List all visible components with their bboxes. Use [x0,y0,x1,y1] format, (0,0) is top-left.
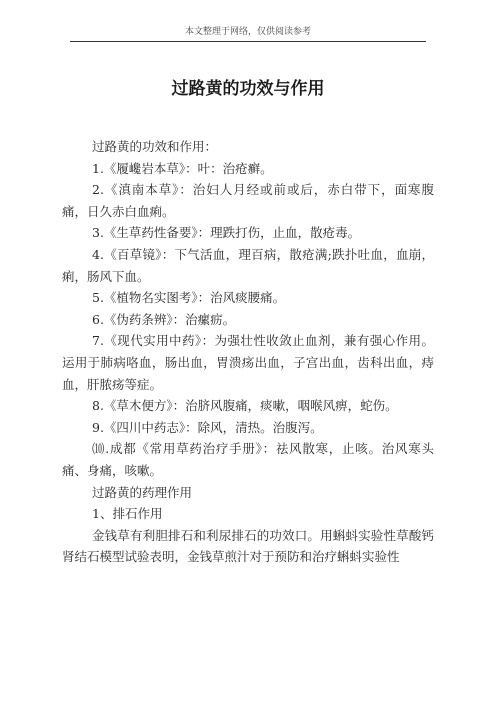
page-header [70,22,426,42]
paragraph-item-4: 4.《百草镜》：下气活血，理百病，散疮满;跌扑吐血，血崩，痢，肠风下血。 [62,246,434,284]
paragraph-item-9: 9.《四川中药志》：除风，清热。治腹泻。 [92,419,323,435]
paragraph-item-7: 7.《现代实用中药》：为强壮性收敛止血剂，兼有强心作用。运用于肺病咯血，肠出血，胃溃疡出血，子宫出血，齿科出血，痔血，肝脓疡等症。 [62,333,434,392]
paragraph-item-2: 2.《滇南本草》：治妇人月经或前或后，赤白带下，面寒腹痛，日久赤白血痢。 [62,182,434,219]
paragraph-item-1: 1.《履巉岩本草》：叶：治疮癣。 [92,160,273,176]
paragraph-stone-removal: 金钱草有利胆排石和利尿排石的功效口。用蝌蚪实验性草酸钙肾结石模型试验表明，金钱草煎汁对于预防和治疗蝌蚪实验性 [62,527,434,565]
paragraph-intro: 过路黄的功效和作用： [92,139,218,154]
paragraph-item-10: ⑽.成都《常用草药治疗手册》：祛风散寒，止咳。治风寒头痛、身痛，咳嗽。 [62,441,434,478]
paragraph-item-3: 3.《生草药性备要》：理跌打伤，止血，散疮毒。 [92,225,361,241]
section-heading-pharmacology: 过路黄的药理作用 [92,484,193,500]
document-title: 过路黄的功效与作用 [171,79,325,99]
subsection-heading-stone-removal: 1、排石作用 [92,506,163,522]
paragraph-item-5: 5.《植物名实图考》：治风痰腰痛。 [92,290,286,306]
paragraph-item-8: 8.《草木便方》：治脐风腹痛，痰嗽，咽喉风痹，蛇伤。 [92,398,398,414]
document-body [62,136,434,568]
header-notice: 本文整理于网络，仅供阅读参考 [184,27,311,37]
paragraph-item-6: 6.《伪药条辨》：治瘰疬。 [92,311,236,327]
